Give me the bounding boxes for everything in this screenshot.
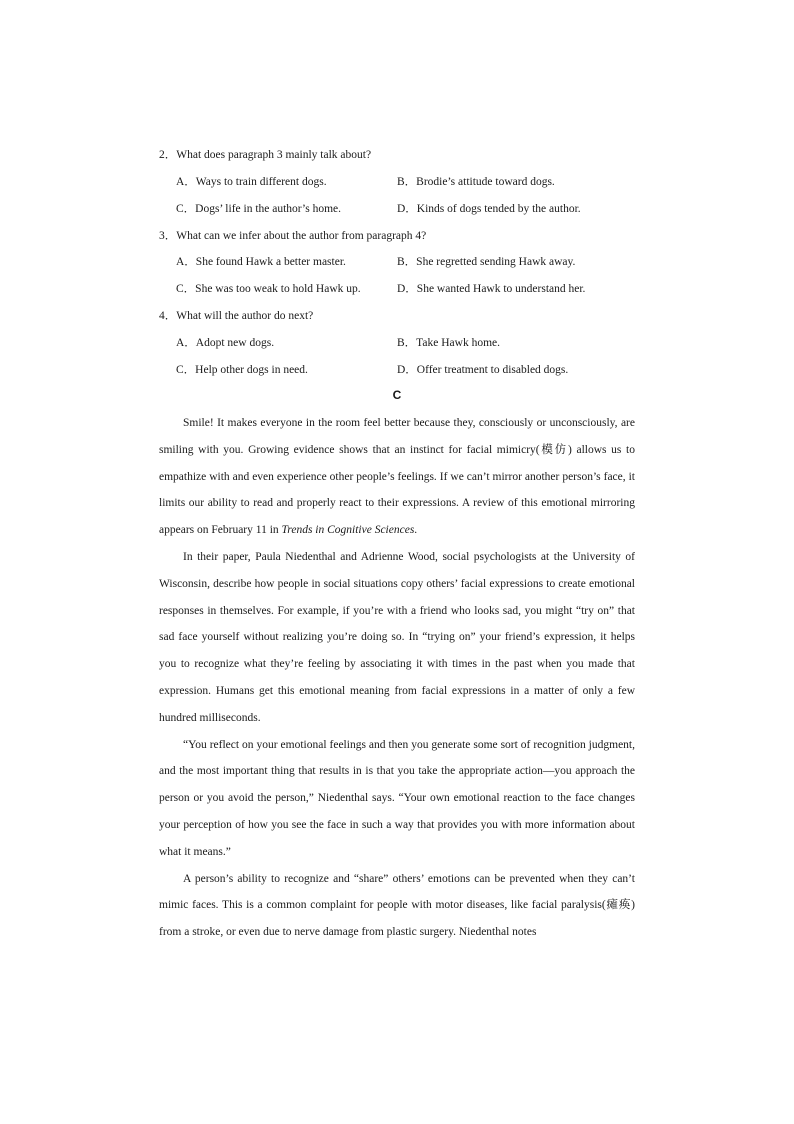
- question-stem-2: 2．What does paragraph 3 mainly talk about?: [159, 149, 372, 161]
- question-4-option-d: D．Offer treatment to disabled dogs.: [397, 364, 569, 376]
- passage-paragraph-1-end: .: [414, 524, 418, 537]
- question-2-option-a: A．Ways to train different dogs.: [176, 176, 327, 188]
- section-heading: C: [392, 388, 402, 402]
- question-4-option-c: C．Help other dogs in need.: [176, 364, 308, 376]
- question-2-option-b: B．Brodie’s attitude toward dogs.: [397, 176, 555, 188]
- question-3-option-c: C．She was too weak to hold Hawk up.: [176, 283, 361, 295]
- passage-paragraph-4: A person’s ability to recognize and “share” others’ emotions can be prevented when they can’t mimic faces. This is a common complaint for people with motor diseases, like facial paralysis(瘫痪) from a stroke, or even due to nerve damage from plastic surgery. Niedenthal notes: [159, 872, 635, 939]
- passage-paragraph-1-text: Smile! It makes everyone in the room feel better because they, consciously or unconsciously, are smiling with you. Growing evidence shows that an instinct for facial mimicry(模仿) allows us to empathize with and even experience other people’s feelings. If we can’t mirror another person’s face, it limits our ability to read and properly react to their expressions. A review of this emotional mirroring appears on February 11 in: [159, 417, 635, 537]
- question-3-option-a: A．She found Hawk a better master.: [176, 256, 346, 268]
- question-2-option-d: D．Kinds of dogs tended by the author.: [397, 203, 581, 215]
- question-4-option-b: B．Take Hawk home.: [397, 337, 500, 349]
- question-stem-4: 4．What will the author do next?: [159, 310, 314, 322]
- reading-passage: [159, 410, 635, 946]
- passage-paragraph-1: [159, 410, 635, 544]
- question-3-option-d: D．She wanted Hawk to understand her.: [397, 283, 586, 295]
- passage-paragraph-3: “You reflect on your emotional feelings and then you generate some sort of recognition judgment, and the most important thing that results in is that you take the appropriate action—you approach the person or you avoid the person,” Niedenthal says. “Your own emotional reaction to the face changes your perception of how you see the face in such a way that provides you with more information about what it means.”: [159, 738, 635, 858]
- passage-paragraph-2: In their paper, Paula Niedenthal and Adrienne Wood, social psychologists at the University of Wisconsin, describe how people in social situations copy others’ facial expressions to create emotional responses in themselves. For example, if you’re with a friend who looks sad, you might “try on” that sad face yourself without realizing you’re doing so. In “trying on” your friend’s expression, it helps you to recognize what they’re feeling by associating it with times in the past when you made that expression. Humans get this emotional meaning from facial expressions in a matter of only a few hundred milliseconds.: [159, 550, 635, 724]
- question-2-option-c: C．Dogs’ life in the author’s home.: [176, 203, 342, 215]
- journal-title: Trends in Cognitive Sciences: [281, 524, 415, 537]
- question-stem-3: 3．What can we infer about the author from paragraph 4?: [159, 230, 427, 242]
- question-3-option-b: B．She regretted sending Hawk away.: [397, 256, 576, 268]
- question-4-option-a: A．Adopt new dogs.: [176, 337, 275, 349]
